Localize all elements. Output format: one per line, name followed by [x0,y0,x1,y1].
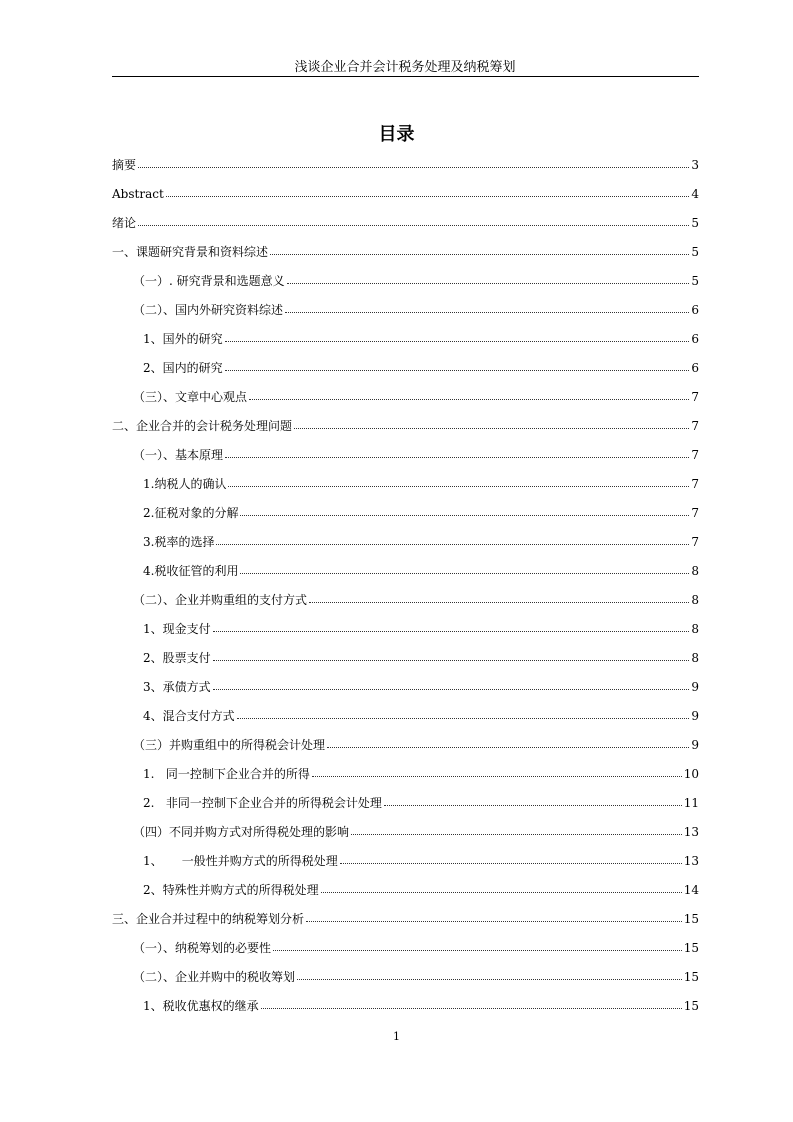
toc-entry-subsection-2-2-2[interactable] [143,648,699,668]
toc-entry-label: （一）. 研究背景和选题意义 [133,274,285,288]
toc-entry-page: 8 [691,622,699,636]
toc-entry-subsection-2-3-2[interactable] [143,793,699,813]
dot-leader [213,619,690,632]
dot-leader [240,503,689,516]
toc-entry-page: 7 [691,477,699,491]
toc-entry-subsection-2-2-3[interactable] [143,677,699,697]
toc-entry-label: （二）、企业并购重组的支付方式 [133,593,308,607]
toc-entry-label: （二）、企业并购中的税收筹划 [133,970,296,984]
header-rule [112,76,699,77]
toc-entry-label: 3.税率的选择 [143,535,215,549]
dot-leader [237,706,690,719]
toc-entry-page: 10 [683,767,699,781]
toc-entry-subsection-2-2-1[interactable] [143,619,699,639]
dot-leader [270,242,689,255]
dot-leader [285,300,689,313]
toc-entry-label: 4.税收征管的利用 [143,564,239,578]
dot-leader [225,329,690,342]
toc-entry-label: Abstract [112,187,164,201]
toc-entry-label: 2. 非同一控制下企业合并的所得税会计处理 [143,796,382,810]
toc-entry-page: 14 [683,883,699,897]
dot-leader [138,155,689,168]
toc-entry-page: 6 [691,332,699,346]
toc-entry-label: （三）并购重组中的所得税会计处理 [133,738,326,752]
dot-leader [138,213,689,226]
dot-leader [225,358,690,371]
toc-entry-chapter-2[interactable] [112,416,699,436]
toc-entry-subsection-1-2-1[interactable] [143,329,699,349]
dot-leader [312,764,682,777]
page-number: 1 [393,1030,400,1043]
toc-entry-section-2-2[interactable] [133,590,699,610]
toc-entry-label: 2、国内的研究 [143,361,223,375]
dot-leader [249,387,689,400]
toc-entry-page: 9 [691,738,699,752]
toc-entry-subsection-1-2-2[interactable] [143,358,699,378]
toc-entry-page: 13 [683,854,699,868]
toc-entry-subsection-2-2-4[interactable] [143,706,699,726]
toc-title: 目录 [378,124,415,145]
toc-entry-page: 8 [691,651,699,665]
toc-entry-introduction[interactable] [112,213,699,233]
toc-entry-page: 7 [691,419,699,433]
toc-entry-page: 7 [691,448,699,462]
dot-leader [309,590,689,603]
toc-entry-label: 摘要 [112,158,137,172]
toc-entry-section-1-1[interactable] [133,271,699,291]
toc-entry-chapter-3[interactable] [112,909,699,929]
toc-entry-label: 4、混合支付方式 [143,709,235,723]
dot-leader [351,822,682,835]
toc-entry-section-2-3[interactable] [133,735,699,755]
toc-entry-page: 9 [691,709,699,723]
dot-leader [166,184,690,197]
dot-leader [228,474,689,487]
toc-entry-abstract-cn[interactable] [112,155,699,175]
dot-leader [306,909,682,922]
toc-entry-section-2-4[interactable] [133,822,699,842]
toc-entry-page: 8 [691,593,699,607]
toc-entry-page: 6 [691,361,699,375]
toc-entry-label: （二）、国内外研究资料综述 [133,303,284,317]
toc-entry-page: 7 [691,390,699,404]
toc-entry-page: 15 [683,999,699,1013]
dot-leader [297,967,682,980]
toc-entry-section-1-2[interactable] [133,300,699,320]
toc-entry-subsection-2-4-1[interactable] [143,851,699,871]
toc-entry-label: （一）、纳税筹划的必要性 [133,941,272,955]
toc-entry-label: （四）不同并购方式对所得税处理的影响 [133,825,350,839]
toc-entry-subsection-2-1-1[interactable] [143,474,699,494]
toc-entry-subsection-2-4-2[interactable] [143,880,699,900]
running-header: 浅谈企业合并会计税务处理及纳税筹划 [294,60,516,75]
toc-entry-label: 1. 同一控制下企业合并的所得 [143,767,310,781]
dot-leader [213,677,690,690]
toc-entry-page: 5 [691,216,699,230]
toc-entry-page: 15 [683,970,699,984]
toc-entry-label: 二、企业合并的会计税务处理问题 [112,419,293,433]
toc-entry-page: 7 [691,535,699,549]
dot-leader [294,416,689,429]
toc-entry-section-3-1[interactable] [133,938,699,958]
toc-entry-label: 2、股票支付 [143,651,211,665]
toc-entry-page: 15 [683,941,699,955]
toc-entry-section-2-1[interactable] [133,445,699,465]
toc-entry-page: 7 [691,506,699,520]
toc-entry-subsection-2-1-4[interactable] [143,561,699,581]
toc-entry-page: 5 [691,274,699,288]
toc-entry-page: 6 [691,303,699,317]
toc-entry-page: 8 [691,564,699,578]
toc-entry-page: 3 [691,158,699,172]
toc-entry-label: 2、特殊性并购方式的所得税处理 [143,883,319,897]
toc-entry-section-3-2[interactable] [133,967,699,987]
toc-entry-chapter-1[interactable] [112,242,699,262]
toc-entry-subsection-2-3-1[interactable] [143,764,699,784]
toc-entry-page: 13 [683,825,699,839]
toc-entry-label: 1、国外的研究 [143,332,223,346]
toc-entry-page: 5 [691,245,699,259]
toc-entry-label: 1、现金支付 [143,622,211,636]
dot-leader [287,271,690,284]
dot-leader [321,880,682,893]
toc-entry-subsection-3-2-1[interactable] [143,996,699,1016]
dot-leader [273,938,682,951]
dot-leader [225,445,689,458]
toc-entry-label: 1、 一般性并购方式的所得税处理 [143,854,338,868]
toc-entry-page: 9 [691,680,699,694]
toc-entry-label: （一）、基本原理 [133,448,224,462]
toc-entry-label: 1、税收优惠权的继承 [143,999,259,1013]
dot-leader [261,996,682,1009]
dot-leader [327,735,689,748]
dot-leader [213,648,690,661]
toc-entry-subsection-2-1-2[interactable] [143,503,699,523]
toc-entry-label: 3、承债方式 [143,680,211,694]
toc-entry-label: （三）、文章中心观点 [133,390,248,404]
dot-leader [240,561,689,574]
dot-leader [384,793,682,806]
toc-entry-abstract-en[interactable] [112,184,699,204]
dot-leader [216,532,689,545]
toc-entry-section-1-3[interactable] [133,387,699,407]
toc-entry-page: 11 [683,796,699,810]
toc-entry-subsection-2-1-3[interactable] [143,532,699,552]
toc-entry-page: 15 [683,912,699,926]
toc-entry-page: 4 [691,187,699,201]
dot-leader [340,851,682,864]
toc-entry-label: 三、企业合并过程中的纳税筹划分析 [112,912,305,926]
toc-entry-label: 2.征税对象的分解 [143,506,239,520]
toc-entry-label: 绪论 [112,216,137,230]
toc-entry-label: 1.纳税人的确认 [143,477,227,491]
toc-entry-label: 一、课题研究背景和资料综述 [112,245,269,259]
